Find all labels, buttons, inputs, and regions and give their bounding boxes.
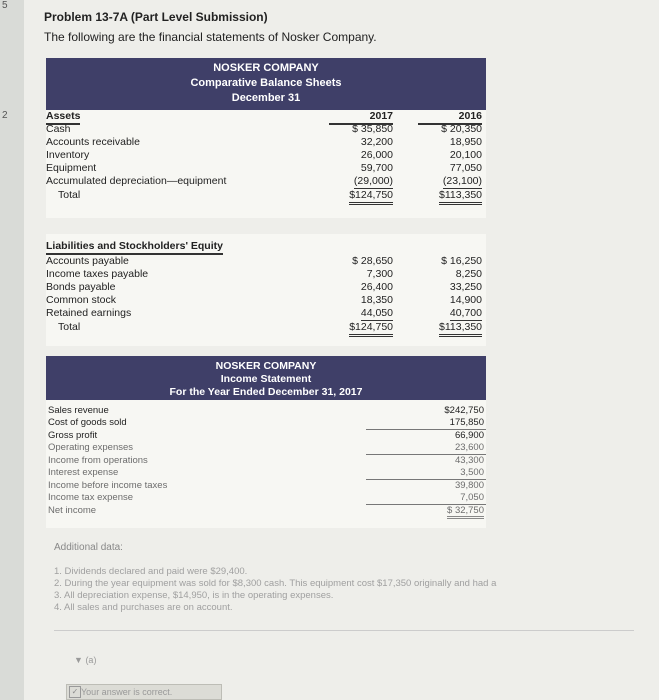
assets-total-row xyxy=(46,189,486,202)
liab-header: Liabilities and Stockholders' Equity xyxy=(46,240,223,255)
is-value: 175,850 xyxy=(449,417,484,428)
is-value: 43,300 xyxy=(454,455,484,466)
note-item: 4. All sales and purchases are on account. xyxy=(54,602,233,613)
is-row xyxy=(48,417,484,428)
asset-label: Inventory xyxy=(46,149,90,161)
liab-label: Accounts payable xyxy=(46,255,129,267)
liab-2017: 44,050 xyxy=(360,307,393,319)
asset-2016: $ 20,350 xyxy=(441,123,482,135)
additional-data-label: Additional data: xyxy=(54,542,123,553)
check-icon: ✓ xyxy=(69,686,81,698)
asset-2017: 59,700 xyxy=(360,162,393,174)
liab-2016: $ 16,250 xyxy=(441,255,482,267)
is-label: Interest expense xyxy=(48,467,119,478)
is-value: $ 32,750 xyxy=(447,505,484,519)
problem-subtitle: The following are the financial statements of Nosker Company. xyxy=(44,30,377,44)
note-item: 2. During the year equipment was sold for $8,300 cash. This equipment cost $17,350 originally and had a xyxy=(54,578,497,589)
liab-2016: 33,250 xyxy=(449,281,482,293)
is-value: $242,750 xyxy=(444,405,484,416)
assets-header: Assets xyxy=(46,110,80,125)
asset-label: Accounts receivable xyxy=(46,136,140,148)
is-statement: Income Statement xyxy=(220,373,312,385)
asset-row xyxy=(46,123,486,136)
asset-2016: 20,100 xyxy=(449,149,482,161)
liab-row xyxy=(46,281,486,294)
is-row xyxy=(48,492,484,503)
asset-label: Accumulated depreciation—equipment xyxy=(46,175,227,187)
liab-2016: 8,250 xyxy=(455,268,482,280)
asset-row xyxy=(46,136,486,149)
liab-row xyxy=(46,307,486,320)
is-row xyxy=(48,455,484,466)
asset-row xyxy=(46,149,486,162)
liab-label: Common stock xyxy=(46,294,117,306)
part-a-toggle[interactable] xyxy=(74,655,96,665)
is-value: 7,050 xyxy=(460,492,484,503)
answer-status-text: Your answer is correct. xyxy=(81,687,173,697)
bs-statement: Comparative Balance Sheets xyxy=(190,77,342,89)
is-label: Cost of goods sold xyxy=(48,417,127,428)
is-label: Operating expenses xyxy=(48,442,134,453)
is-label: Income before income taxes xyxy=(48,480,168,491)
is-row xyxy=(48,467,484,478)
asset-2016: 18,950 xyxy=(449,136,482,148)
assets-section xyxy=(46,110,486,218)
asset-row xyxy=(46,175,486,188)
is-value: 3,500 xyxy=(460,467,484,478)
asset-label: Equipment xyxy=(46,162,97,174)
is-row xyxy=(48,480,484,491)
income-statement-body xyxy=(46,400,486,528)
chevron-down-icon: ▼ xyxy=(74,655,83,665)
asset-2017: $ 35,850 xyxy=(352,123,393,135)
answer-status-banner xyxy=(66,684,222,700)
asset-2016: 77,050 xyxy=(449,162,482,174)
note-item: 3. All depreciation expense, $14,950, is in the operating expenses. xyxy=(54,590,334,601)
part-label: (a) xyxy=(85,655,97,665)
liab-2017: 7,300 xyxy=(366,268,393,280)
is-label: Gross profit xyxy=(48,430,98,441)
is-row xyxy=(48,430,484,441)
is-value: 23,600 xyxy=(454,442,484,453)
assets-total-2016: $113,350 xyxy=(439,189,482,205)
asset-2016: (23,100) xyxy=(442,175,482,187)
margin-mark-top: 5 xyxy=(2,0,8,11)
is-company: NOSKER COMPANY xyxy=(215,360,317,372)
liab-2017: 26,400 xyxy=(360,281,393,293)
liab-2016: 40,700 xyxy=(449,307,482,319)
liab-2017: 18,350 xyxy=(360,294,393,306)
is-label: Net income xyxy=(48,505,97,516)
asset-label: Cash xyxy=(46,123,71,135)
balance-sheet-header xyxy=(46,58,486,110)
liab-2017: $ 28,650 xyxy=(352,255,393,267)
is-label: Income from operations xyxy=(48,455,148,466)
liab-row xyxy=(46,294,486,307)
problem-title: Problem 13-7A (Part Level Submission) xyxy=(44,10,268,24)
bs-company: NOSKER COMPANY xyxy=(213,62,319,74)
is-value: 66,900 xyxy=(454,430,484,441)
liab-label: Bonds payable xyxy=(46,281,116,293)
asset-row xyxy=(46,162,486,175)
asset-2017: 26,000 xyxy=(360,149,393,161)
liab-row xyxy=(46,268,486,281)
is-period: For the Year Ended December 31, 2017 xyxy=(169,386,363,398)
asset-2017: 32,200 xyxy=(360,136,393,148)
assets-header-row xyxy=(46,110,486,123)
liabilities-section xyxy=(46,234,486,346)
note-item: 1. Dividends declared and paid were $29,400. xyxy=(54,566,248,577)
is-row xyxy=(48,405,484,416)
is-value: 39,800 xyxy=(454,480,484,491)
bs-date: December 31 xyxy=(231,92,301,104)
is-row xyxy=(48,442,484,453)
liab-label: Retained earnings xyxy=(46,307,132,319)
year-2016-header: 2016 xyxy=(418,110,482,125)
is-label: Sales revenue xyxy=(48,405,109,416)
is-row xyxy=(48,505,484,516)
liab-total-row xyxy=(46,321,486,334)
asset-2017: (29,000) xyxy=(353,175,393,187)
liab-total-label: Total xyxy=(58,321,81,333)
section-divider xyxy=(54,630,634,631)
margin-mark-mid: 2 xyxy=(2,110,8,121)
year-2017-header: 2017 xyxy=(329,110,393,125)
liab-row xyxy=(46,255,486,268)
liab-header-row xyxy=(46,240,486,253)
assets-total-label: Total xyxy=(58,189,81,201)
liab-2016: 14,900 xyxy=(449,294,482,306)
is-label: Income tax expense xyxy=(48,492,134,503)
liab-label: Income taxes payable xyxy=(46,268,149,280)
income-statement-header xyxy=(46,356,486,400)
assets-total-2017: $124,750 xyxy=(349,189,393,205)
liab-total-2017: $124,750 xyxy=(349,321,393,337)
liab-total-2016: $113,350 xyxy=(439,321,482,337)
